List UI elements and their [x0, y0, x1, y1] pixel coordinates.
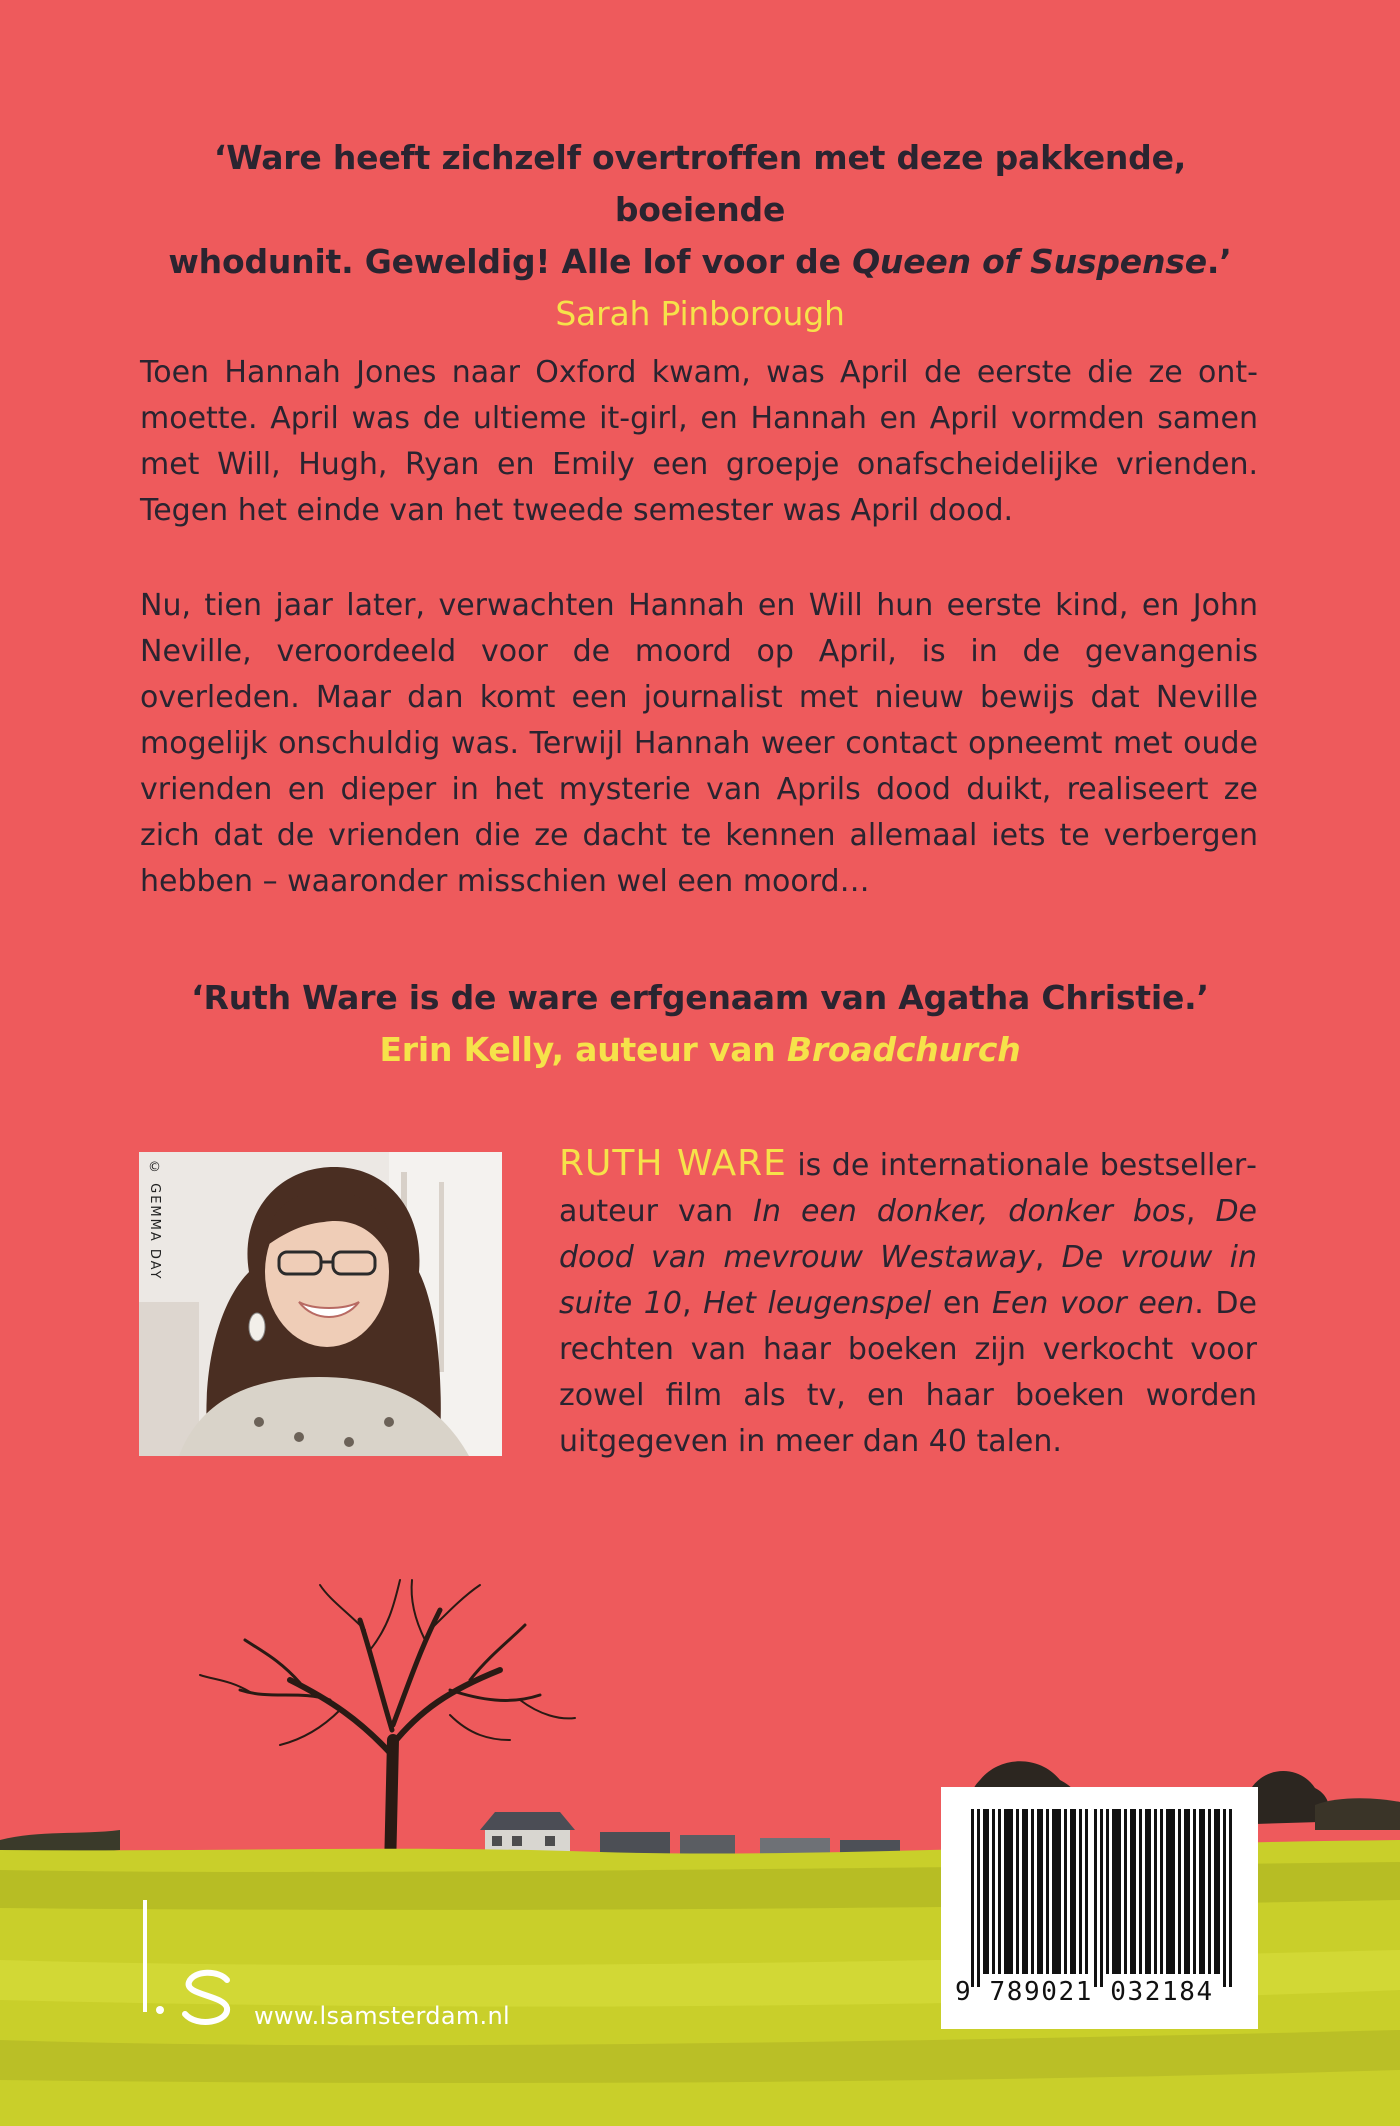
review-quote-top: [140, 132, 1260, 340]
bio-part-2: . De rechten van haar boeken zijn verkocht voor zowel film als tv, en haar boeken worden uitgegeven in meer dan 40 talen.: [559, 1286, 1257, 1459]
bio-sep-1: ,: [1185, 1194, 1216, 1229]
review-quote-bottom: [140, 972, 1260, 1076]
book-title-3: De vrouw in suite 10: [559, 1240, 1257, 1321]
quote-line-2-italic: Queen of Suspense: [852, 242, 1207, 281]
attribution-start: Erin Kelly, auteur van: [379, 1030, 787, 1069]
book-title-4: Het leugenspel: [703, 1286, 932, 1321]
author-photo: [139, 1152, 502, 1456]
photo-credit: © GEMMA DAY: [147, 1160, 162, 1281]
author-bio: [559, 1141, 1257, 1465]
barcode: [941, 1787, 1258, 2029]
quote-line-2-start: whodunit. Geweldig! Alle lof voor de: [168, 242, 853, 281]
bio-sep-2: ,: [1034, 1240, 1062, 1275]
quote-line-2-end: .’: [1206, 242, 1232, 281]
isbn-number: 9 789021 032184: [955, 1977, 1214, 2007]
bio-sep-4: en: [931, 1286, 992, 1321]
quote-attribution-top: Sarah Pinborough: [555, 294, 845, 333]
quote-text: ‘Ruth Ware is de ware erfgenaam van Agatha Christie.’: [191, 978, 1209, 1017]
bio-sep-3: ,: [681, 1286, 704, 1321]
attribution-italic: Broadchurch: [786, 1030, 1021, 1069]
blurb-paragraph-1: Toen Hannah Jones naar Oxford kwam, was April de eerste die ze ontmoette. April was de ultieme it-girl, en Hannah en April vormden samen met Will, Hugh, Ryan en Emily een groepje onafscheidelijke vrienden. Tegen het einde van het tweede semester was April dood.: [140, 355, 1258, 528]
quote-line-1: ‘Ware heeft zichzelf overtroffen met deze pakkende, boeiende: [213, 138, 1187, 229]
barcode-bars: [963, 1809, 1239, 1989]
author-name: RUTH WARE: [559, 1143, 787, 1184]
quote-attribution-bottom: [140, 1024, 1260, 1076]
book-title-2: De dood van mevrouw Westaway: [559, 1194, 1257, 1275]
publisher-url[interactable]: www.lsamsterdam.nl: [254, 2002, 510, 2030]
publisher-logo: [139, 1900, 239, 2030]
book-title-1: In een donker, donker bos: [753, 1194, 1186, 1229]
book-title-5: Een voor een: [991, 1286, 1195, 1321]
bio-part-1: is de internationale bestsellerauteur van: [559, 1148, 1257, 1229]
author-portrait-illustration: [139, 1152, 502, 1456]
blurb-paragraph-2: Nu, tien jaar later, verwachten Hannah en Will hun eerste kind, en John Neville, veroordeeld voor de moord op April, is in de gevangenis overleden. Maar dan komt een journalist met nieuw bewijs dat Neville mogelijk onschuldig was. Terwijl Hannah weer contact opneemt met oude vrienden en dieper in het mysterie van Aprils dood duikt, realiseert ze zich dat de vrienden die ze dacht te kennen allemaal iets te verbergen hebben – waaronder misschien wel een moord…: [140, 588, 1258, 899]
